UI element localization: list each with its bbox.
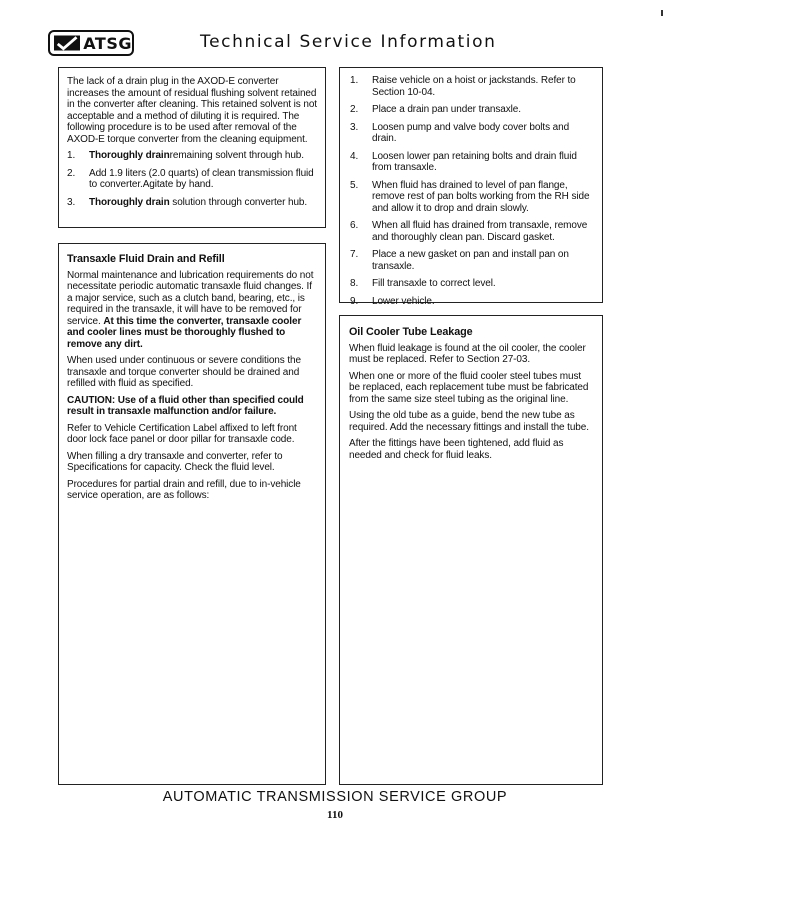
procedure-steps-list bbox=[350, 75, 594, 307]
converter-flush-box bbox=[58, 67, 326, 228]
list-item: 7. Place a new gasket on pan and install pan on transaxle. bbox=[350, 249, 569, 272]
drain-refill-box bbox=[58, 243, 326, 785]
oil-cooler-box bbox=[339, 315, 603, 785]
paragraph: When used under continuous or severe conditions the transaxle and torque converter should be drained and refilled with fluid as specified. bbox=[67, 355, 301, 389]
paragraph: After the fittings have been tightened, add fluid as needed and check for fluid leaks. bbox=[349, 438, 564, 461]
caution-text: CAUTION: Use of a fluid other than specified could result in transaxle malfunction and/or failure. bbox=[67, 394, 304, 417]
atsg-logo bbox=[48, 30, 134, 56]
list-item: 8. Fill transaxle to correct level. bbox=[350, 278, 496, 289]
list-item: 2. Add 1.9 liters (2.0 quarts) of clean transmission fluid to converter.Agitate by hand. bbox=[67, 167, 314, 190]
paragraph: When filling a dry transaxle and converter, refer to Specifications for capacity. Check the fluid level. bbox=[67, 450, 283, 473]
section-heading: Oil Cooler Tube Leakage bbox=[349, 326, 473, 338]
list-item: 2. Place a drain pan under transaxle. bbox=[350, 104, 521, 115]
paragraph: Procedures for partial drain and refill, due to in-vehicle service operation, are as follows: bbox=[67, 478, 301, 501]
footer-title: AUTOMATIC TRANSMISSION SERVICE GROUP bbox=[162, 789, 508, 805]
list-item: 1. Thoroughly drainremaining solvent through hub. bbox=[67, 150, 304, 161]
paragraph: Normal maintenance and lubrication requirements do not necessitate periodic automatic transaxle fluid changes. If a major service, such as a clutch band, bearing, etc., is required in the transaxle, it will have to be removed for service. At this time the converter, transaxle cooler and cooler lines must be thoroughly flushed to remove any dirt. bbox=[67, 269, 314, 350]
list-item: 9. Lower vehicle. bbox=[350, 295, 435, 307]
list-item: 5. When fluid has drained to level of pan flange, remove rest of pan bolts working from the RH side and allow it to drop and drain slowly. bbox=[350, 179, 590, 214]
list-item: 4. Loosen lower pan retaining bolts and drain fluid from transaxle. bbox=[350, 150, 577, 173]
flush-steps-list bbox=[67, 150, 317, 208]
paragraph: When fluid leakage is found at the oil cooler, the cooler must be replaced. Refer to Section 27-03. bbox=[349, 342, 586, 365]
checkmark-logo-icon bbox=[54, 35, 80, 51]
procedure-steps-box bbox=[339, 67, 603, 307]
section-heading: Transaxle Fluid Drain and Refill bbox=[67, 253, 225, 265]
paragraph: Refer to Vehicle Certification Label affixed to left front door lock face panel or door pillar for transaxle code. bbox=[67, 422, 297, 445]
list-item: 1. Raise vehicle on a hoist or jackstands. Refer to Section 10-04. bbox=[350, 75, 576, 98]
page-title: Technical Service Information bbox=[200, 32, 497, 52]
scan-mark bbox=[661, 10, 663, 16]
logo-text: ATSG bbox=[83, 33, 132, 53]
list-item: 3. Thoroughly drain solution through converter hub. bbox=[67, 196, 308, 208]
list-item: 3. Loosen pump and valve body cover bolts and drain. bbox=[350, 121, 570, 144]
paragraph: When one or more of the fluid cooler steel tubes must be replaced, each replacement tube must be fabricated from the same size steel tubing as the original line. bbox=[349, 370, 589, 405]
list-item: 6. When all fluid has drained from transaxle, remove and thoroughly clean pan. Discard gasket. bbox=[350, 220, 588, 243]
intro-paragraph: The lack of a drain plug in the AXOD-E converter increases the amount of residual flushing solvent retained in the converter after cleaning. This retained solvent is not acceptable and a method of diluting it is required. The following procedure is to be used after removal of the AXOD-E torque converter from the cleaning equipment. bbox=[67, 76, 317, 145]
page-number: 110 bbox=[327, 809, 343, 821]
paragraph: Using the old tube as a guide, bend the new tube as required. Add the necessary fittings and install the tube. bbox=[349, 410, 589, 433]
